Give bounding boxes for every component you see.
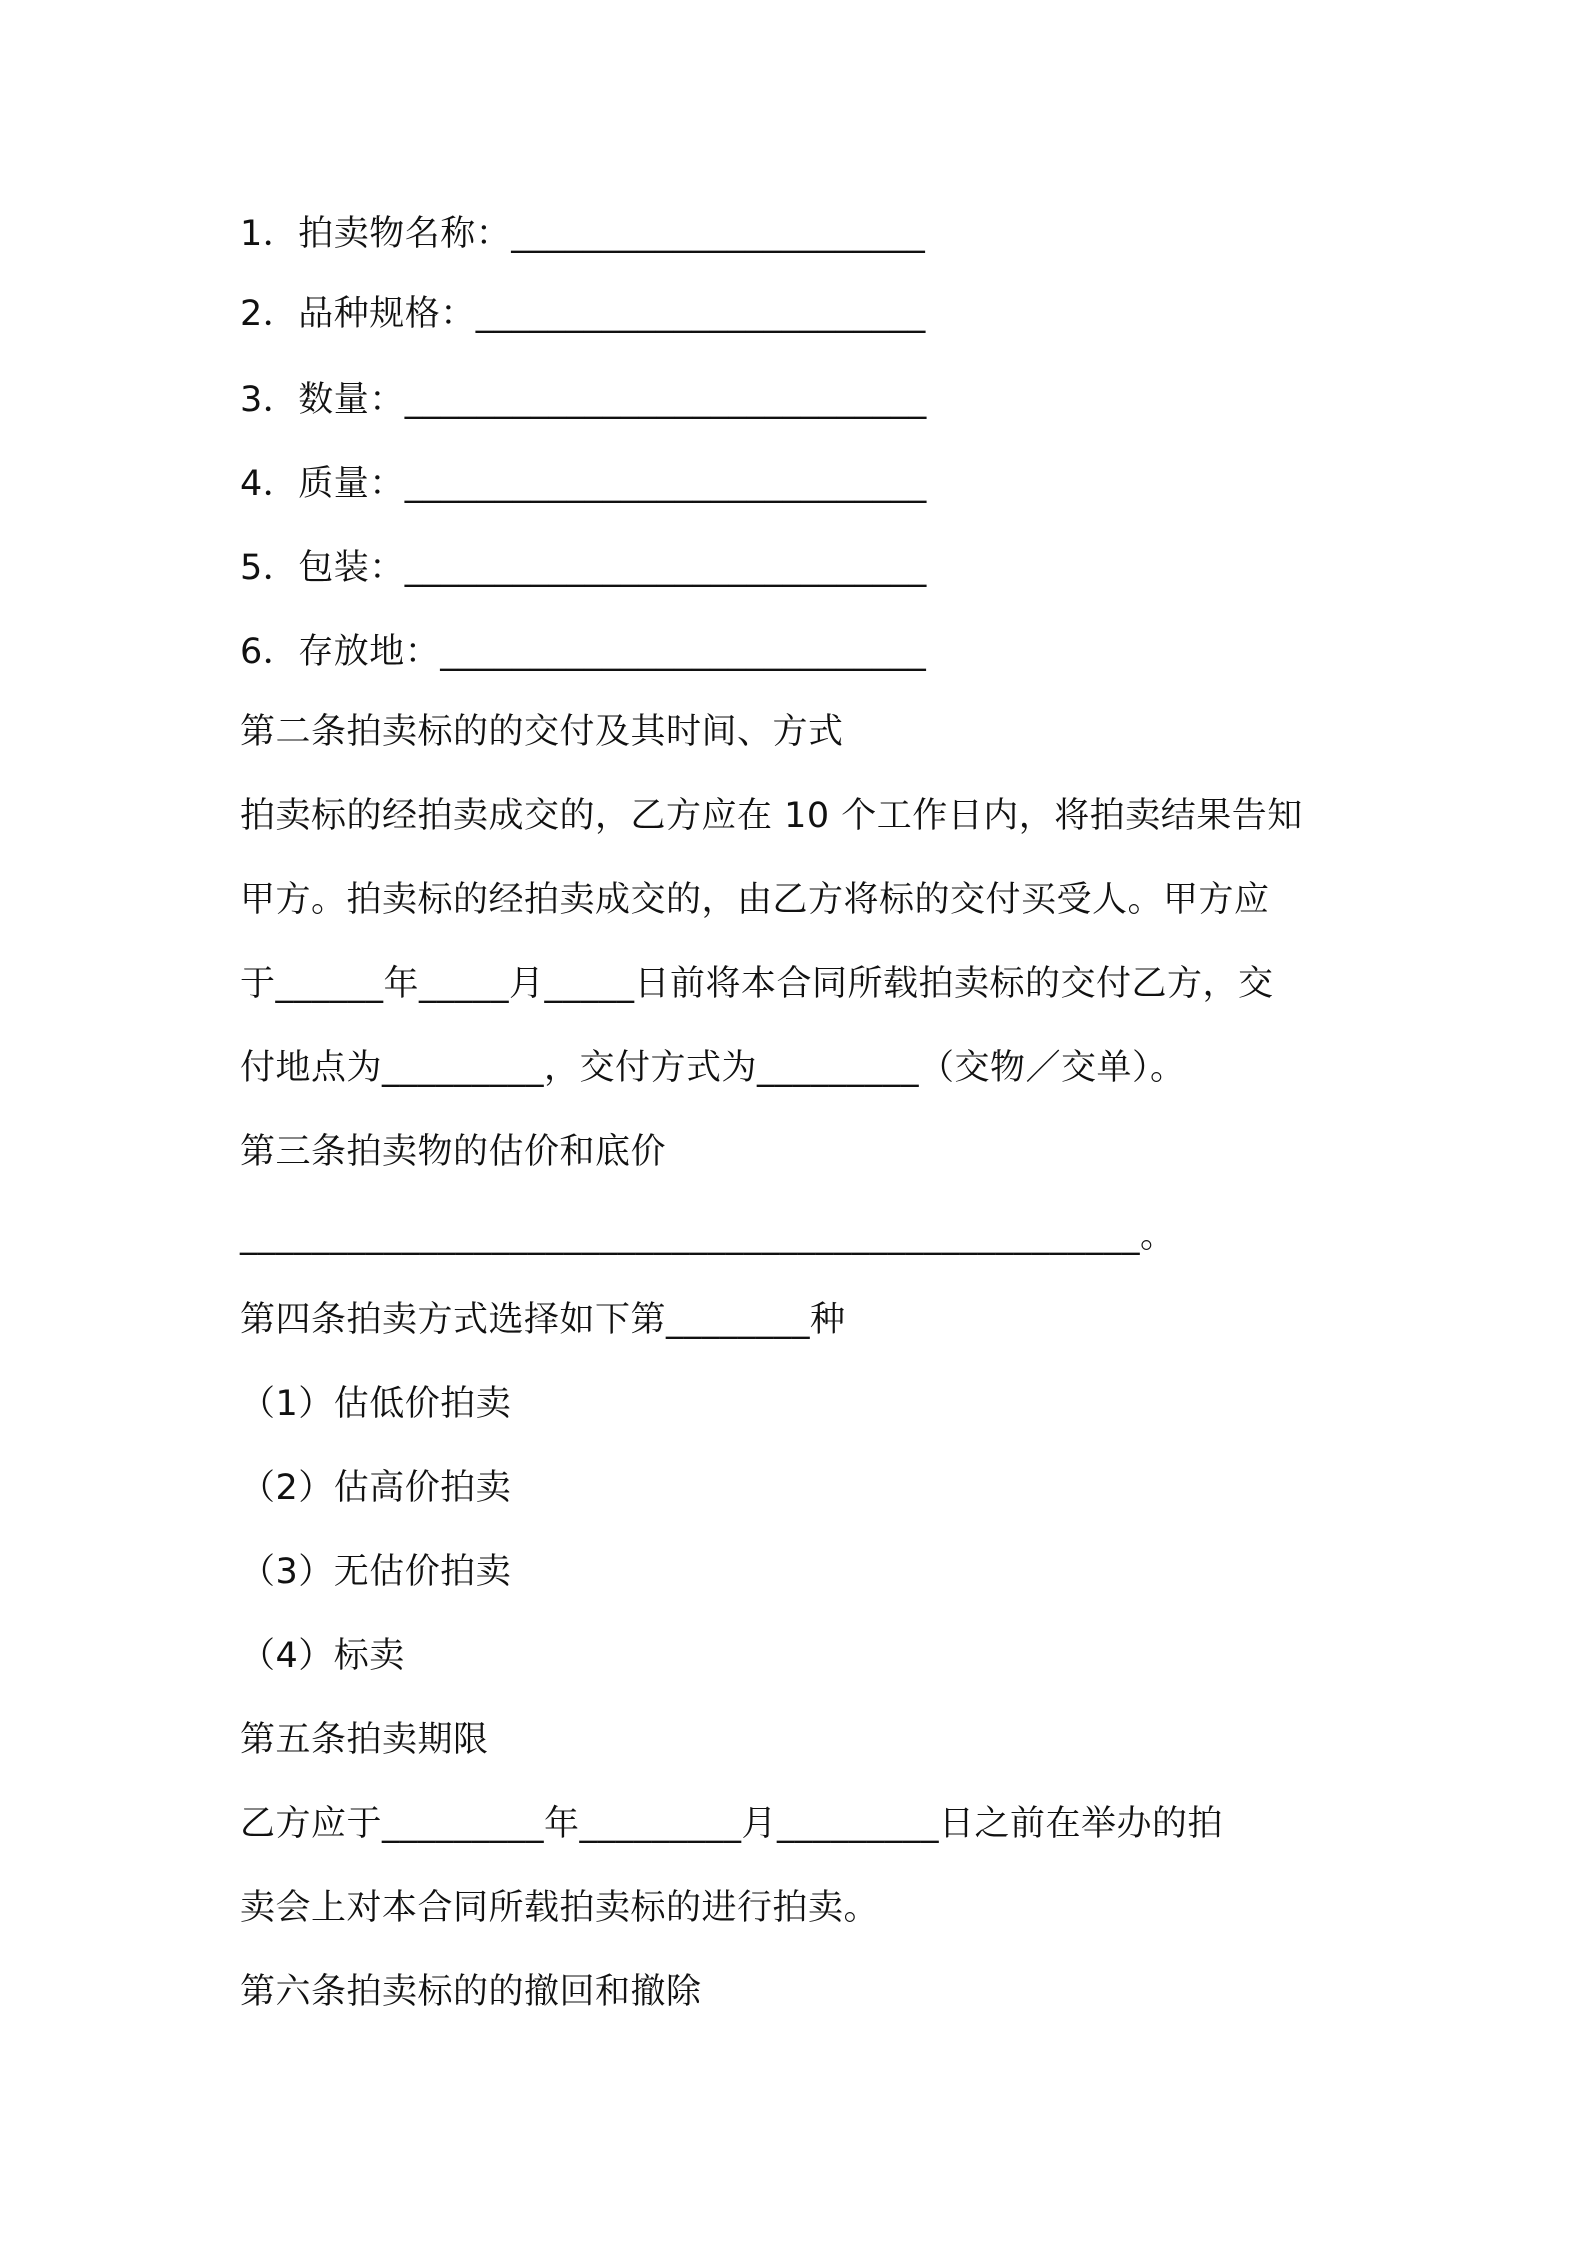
article-3-blank: __________________________________________________。	[240, 1216, 1176, 1256]
item-auction-name: 1．拍卖物名称：_______________________	[240, 214, 926, 254]
article-2-text-line-4: 付地点为_________，交付方式为_________（交物／交单）。	[240, 1048, 1186, 1088]
item-packaging: 5．包装：_____________________________	[240, 548, 927, 588]
article-6-heading: 第六条拍卖标的的撤回和撤除	[240, 1972, 702, 2012]
article-5-text-line-1: 乙方应于_________年_________月_________日之前在举办的拍	[240, 1804, 1224, 1844]
article-2-text-line-1: 拍卖标的经拍卖成交的，乙方应在 10 个工作日内，将拍卖结果告知	[240, 796, 1303, 836]
item-variety-spec: 2．品种规格：_________________________	[240, 294, 926, 334]
item-storage: 6．存放地：___________________________	[240, 632, 927, 672]
article-2-text-line-2: 甲方。拍卖标的经拍卖成交的，由乙方将标的交付买受人。甲方应	[240, 880, 1270, 920]
article-2-heading: 第二条拍卖标的的交付及其时间、方式	[240, 712, 844, 752]
option-3: （3）无估价拍卖	[240, 1552, 512, 1592]
article-5-text-line-2: 卖会上对本合同所载拍卖标的进行拍卖。	[240, 1888, 880, 1928]
item-quality: 4．质量：_____________________________	[240, 464, 927, 504]
article-2-text-line-3: 于______年_____月_____日前将本合同所载拍卖标的交付乙方，交	[240, 964, 1274, 1004]
option-1: （1）估低价拍卖	[240, 1384, 512, 1424]
article-5-heading: 第五条拍卖期限	[240, 1720, 489, 1760]
option-2: （2）估高价拍卖	[240, 1468, 512, 1508]
article-3-heading: 第三条拍卖物的估价和底价	[240, 1132, 667, 1172]
article-4-heading: 第四条拍卖方式选择如下第________种	[240, 1300, 846, 1340]
option-4: （4）标卖	[240, 1636, 405, 1676]
item-quantity: 3．数量：_____________________________	[240, 380, 927, 420]
